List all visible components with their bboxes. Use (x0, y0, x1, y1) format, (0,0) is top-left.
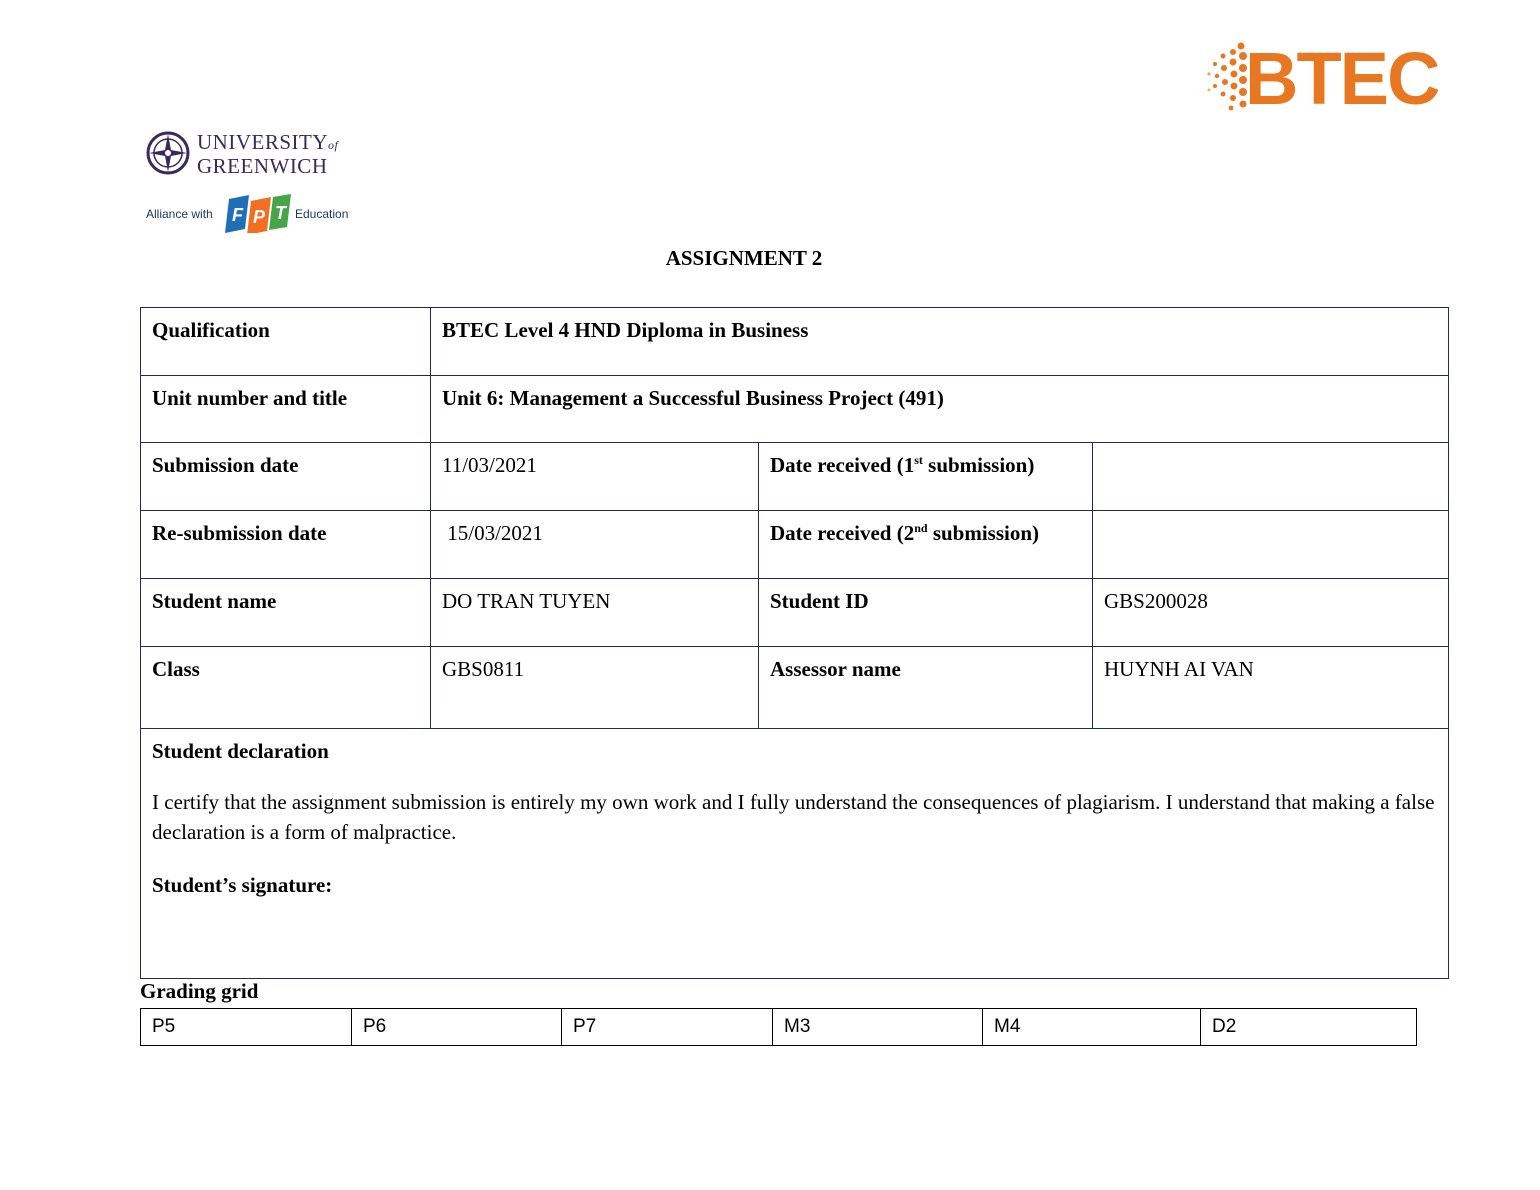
grading-grid-table (140, 1008, 1417, 1046)
fpt-education-logo (145, 193, 365, 235)
class-value: GBS0811 (431, 647, 759, 729)
table-row (141, 647, 1449, 729)
fpt-alliance-text: Alliance with (146, 207, 213, 221)
university-name (197, 132, 338, 177)
fpt-blocks-icon (223, 193, 293, 233)
grading-cell-m4: M4 (983, 1009, 1201, 1046)
student-name-value: DO TRAN TUYEN (431, 579, 759, 647)
table-row (141, 376, 1449, 443)
assessor-label: Assessor name (759, 647, 1093, 729)
university-of-greenwich-logo (145, 130, 365, 180)
grading-cell-d2: D2 (1201, 1009, 1417, 1046)
qualification-label: Qualification (141, 308, 431, 376)
submission-date-label: Submission date (141, 443, 431, 511)
table-row (141, 308, 1449, 376)
unit-label: Unit number and title (141, 376, 431, 443)
declaration-text: I certify that the assignment submission is entirely my own work and I fully understand the consequences of plagiarism. I understand that making a false declaration is a form of malpractice. (152, 790, 1435, 844)
btec-logo (1203, 37, 1439, 120)
university-line1: UNIVERSITY (197, 130, 328, 154)
compass-crest-icon (145, 130, 191, 176)
fpt-letter-f: F (232, 205, 243, 225)
grading-cell-p6: P6 (352, 1009, 562, 1046)
fpt-letter-p: P (253, 207, 266, 227)
date-received-1-sup: st (914, 453, 923, 467)
date-received-2-value (1093, 511, 1449, 579)
student-name-label: Student name (141, 579, 431, 647)
date-received-2-suffix: submission) (927, 521, 1040, 545)
table-row (141, 1009, 1417, 1046)
table-row (141, 511, 1449, 579)
date-received-2-prefix: Date received (2 (770, 521, 915, 545)
date-received-2-sup: nd (914, 521, 928, 535)
student-id-value: GBS200028 (1093, 579, 1449, 647)
student-id-label: Student ID (759, 579, 1093, 647)
date-received-1-suffix: submission) (922, 453, 1035, 477)
university-line2: GREENWICH (197, 154, 328, 178)
student-declaration-cell (141, 729, 1449, 979)
submission-date-value: 11/03/2021 (431, 443, 759, 511)
grading-cell-p7: P7 (562, 1009, 773, 1046)
fpt-letter-t: T (275, 203, 286, 223)
assignment-info-table (140, 307, 1449, 979)
university-of: of (328, 138, 339, 152)
grading-cell-m3: M3 (773, 1009, 983, 1046)
date-received-1-prefix: Date received (1 (770, 453, 915, 477)
table-row (141, 579, 1449, 647)
signature-label: Student’s signature: (152, 873, 333, 897)
grading-cell-p5: P5 (141, 1009, 352, 1046)
page-title: ASSIGNMENT 2 (665, 246, 823, 270)
table-row (141, 729, 1449, 979)
resubmission-date-value: 15/03/2021 (431, 511, 759, 579)
assessor-value: HUYNH AI VAN (1093, 647, 1449, 729)
grading-grid-label: Grading grid (140, 979, 259, 1003)
btec-wordmark: BTEC (1245, 37, 1439, 120)
unit-value: Unit 6: Management a Successful Business Project (491) (431, 376, 1449, 443)
date-received-1-value (1093, 443, 1449, 511)
qualification-value: BTEC Level 4 HND Diploma in Business (431, 308, 1449, 376)
date-received-2-label (759, 511, 1093, 579)
fpt-education-text: Education (295, 207, 349, 221)
date-received-1-label (759, 443, 1093, 511)
class-label: Class (141, 647, 431, 729)
table-row (141, 443, 1449, 511)
resubmission-date-label: Re-submission date (141, 511, 431, 579)
declaration-title: Student declaration (152, 739, 329, 763)
